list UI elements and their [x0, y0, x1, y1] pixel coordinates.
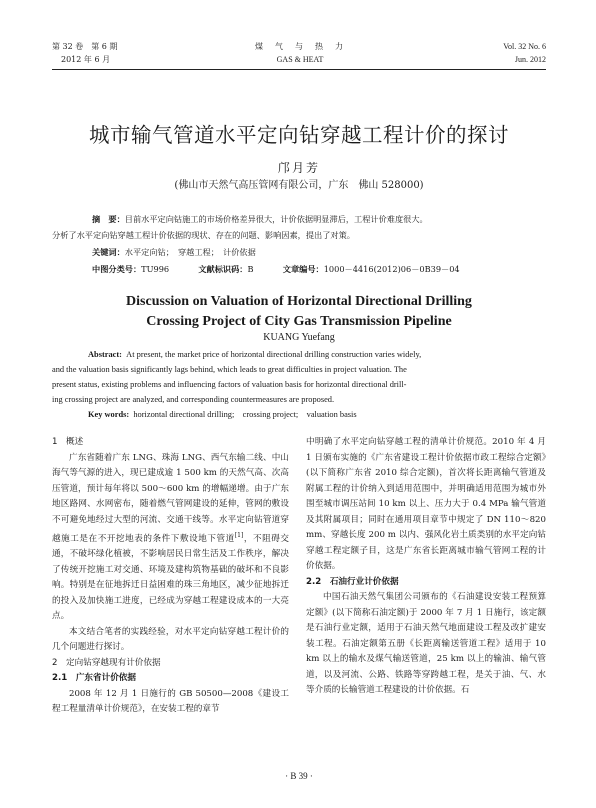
- abstract-en-text1: At present, the market price of horizontal directional drilling construction varies widely,: [126, 350, 422, 359]
- section-2-1-heading: 2.1 广东省计价依据: [52, 673, 136, 684]
- clc-label: 中图分类号：: [92, 264, 142, 274]
- title-cn: 城市输气管道水平定向钻穿越工程计价的探讨: [89, 123, 509, 147]
- paragraph-overview-b: ，不阻碍交通，不破坏绿化植被，不影响居民日常生活及工作秩序，解决了传统开挖施工对交通、环境及建构筑物基础的破坏和不良影响。特别是在征地拆迁日益困难的珠三角地区，减少征地拆迁的投入及加快施工进度，已经成为穿越工程建设成本的一大亮点。: [52, 533, 289, 622]
- section-2-heading: 2 定向钻穿越现有计价依据: [52, 657, 161, 668]
- abstract-en-text2: and the valuation basis significantly lags behind, which leads to great difficulties in project valuation. The: [52, 365, 407, 374]
- header-journal-en: GAS & HEAT: [276, 55, 324, 64]
- clc-value: TU996: [141, 264, 170, 274]
- abstract-cn-label: 摘 要：: [92, 214, 125, 224]
- section-1-heading: 1 概述: [52, 437, 84, 447]
- header-journal-cn: 煤 气 与 热 力: [255, 42, 345, 51]
- affiliation-cn: (佛山市天然气高压管网有限公司，广东 佛山 528000): [174, 180, 424, 191]
- abstract-en-label: Abstract:: [88, 350, 122, 359]
- paragraph-guangdong-quota: 中明确了水平定向钻穿越工程的清单计价规范。2010 年 4 月 1 日颁布实施的《广东省建设工程计价依据市政工程综合定额》(以下简称广东省 2010 综合定额)，首次将长距离输气管道及附属工程的计价纳入到适用范围中，并明确适用范围为城市外围至城市调压站间 10 km 以上、压力大于 0.4 MPa 输气管道及其附属项目；同时在通用项目章节中规定了 DN 110～820 mm、穿越长度 200 m 以内、强风化岩土质类别的水平定向钻穿越工程定额子目，这是广东省长距离城市输气管网工程的计价依据。: [306, 437, 546, 571]
- header-volume-en: Vol. 32 No. 6: [503, 42, 546, 51]
- keywords-en-text: horizontal directional drilling; crossing project; valuation basis: [133, 410, 357, 419]
- keywords-cn: [92, 245, 532, 259]
- article-number-value: 1000－4416(2012)06－0B39－04: [323, 264, 460, 274]
- header-date-en: Jun. 2012: [514, 55, 546, 64]
- left-column: [52, 435, 289, 718]
- reference-1: [1]: [234, 532, 244, 539]
- keywords-cn-text: 水平定向钻； 穿越工程； 计价依据: [124, 247, 256, 257]
- abstract-cn-line1: [92, 212, 532, 226]
- header-date-cn: 2012 年 6 月: [61, 55, 111, 64]
- abstract-en-line1: [88, 348, 546, 362]
- abstract-cn-text2: 分析了水平定向钻穿越工程计价依据的现状、存在的问题、影响因素，提出了对策。: [52, 230, 355, 240]
- paragraph-overview-a: 广东省随着广东 LNG、珠海 LNG、西气东输二线、中山海气等气源的进入，现已建成逾 1 500 km 的天然气高、次高压管道，预计每年将以 500～600 km 的增幅递增。由于广东地区路网、水网密布，随着燃气管网建设的延伸，管网的敷设不可避免地经过大型的河流、交通干线等。水平定向钻管道穿越施工是在不开挖地表的条件下敷设地下管道: [52, 452, 289, 544]
- page-number: · B 39 ·: [285, 771, 313, 781]
- doc-code-label: 文献标识码：: [198, 264, 248, 274]
- keywords-en: [88, 408, 546, 422]
- header-rule: [52, 69, 546, 70]
- right-column: [306, 435, 546, 699]
- section-2-2-heading: 2.2 石油行业计价依据: [306, 576, 399, 587]
- article-number-label: 文章编号：: [282, 264, 324, 274]
- paragraph-purpose: 本文结合笔者的实践经验，对水平定向钻穿越工程计价的几个问题进行探讨。: [52, 626, 289, 653]
- abstract-en-text4: ing crossing project are analyzed, and corresponding countermeasures are proposed.: [52, 395, 335, 404]
- title-en-line2: Crossing Project of City Gas Transmission Pipeline: [146, 314, 452, 329]
- keywords-cn-label: 关键词：: [92, 247, 125, 257]
- keywords-en-label: Key words:: [88, 410, 130, 419]
- classification-line: [92, 262, 546, 276]
- abstract-en-text3: present status, existing problems and influencing factors of valuation basis for horizontal directional drill-: [52, 380, 407, 389]
- title-en-line1: Discussion on Valuation of Horizontal Directional Drilling: [126, 294, 472, 309]
- author-en: KUANG Yuefang: [263, 332, 335, 343]
- paragraph-gb-50500: 2008 年 12 月 1 日施行的 GB 50500—2008《建设工程工程量清单计价规范》，在安装工程的章节: [52, 688, 289, 715]
- doc-code-value: B: [247, 264, 254, 274]
- abstract-cn-text1: 目前水平定向钻施工的市场价格差异很大，计价依据明显滞后，工程计价难度很大。: [124, 214, 428, 224]
- paragraph-petroleum-quota: 中国石油天然气集团公司颁布的《石油建设安装工程预算定额》(以下简称石油定额)于 2000 年 7 月 1 日施行，该定额是石油行业定额，适用于石油天然气地面建设工程及改扩建安装工程。石油定额第五册《长距离输送管道工程》适用于 10 km 以上的输水及煤气输送管道，25 km 以上的输油、输气管道，以及河流、公路、铁路等穿跨越工程，是关于油、气、水等介质的长输管道工程建设的计价依据。石: [306, 592, 546, 695]
- author-cn: 邝月芳: [277, 161, 320, 175]
- paragraph-overview: [52, 451, 289, 625]
- header-volume-cn: 第 32 卷 第 6 期: [52, 42, 118, 51]
